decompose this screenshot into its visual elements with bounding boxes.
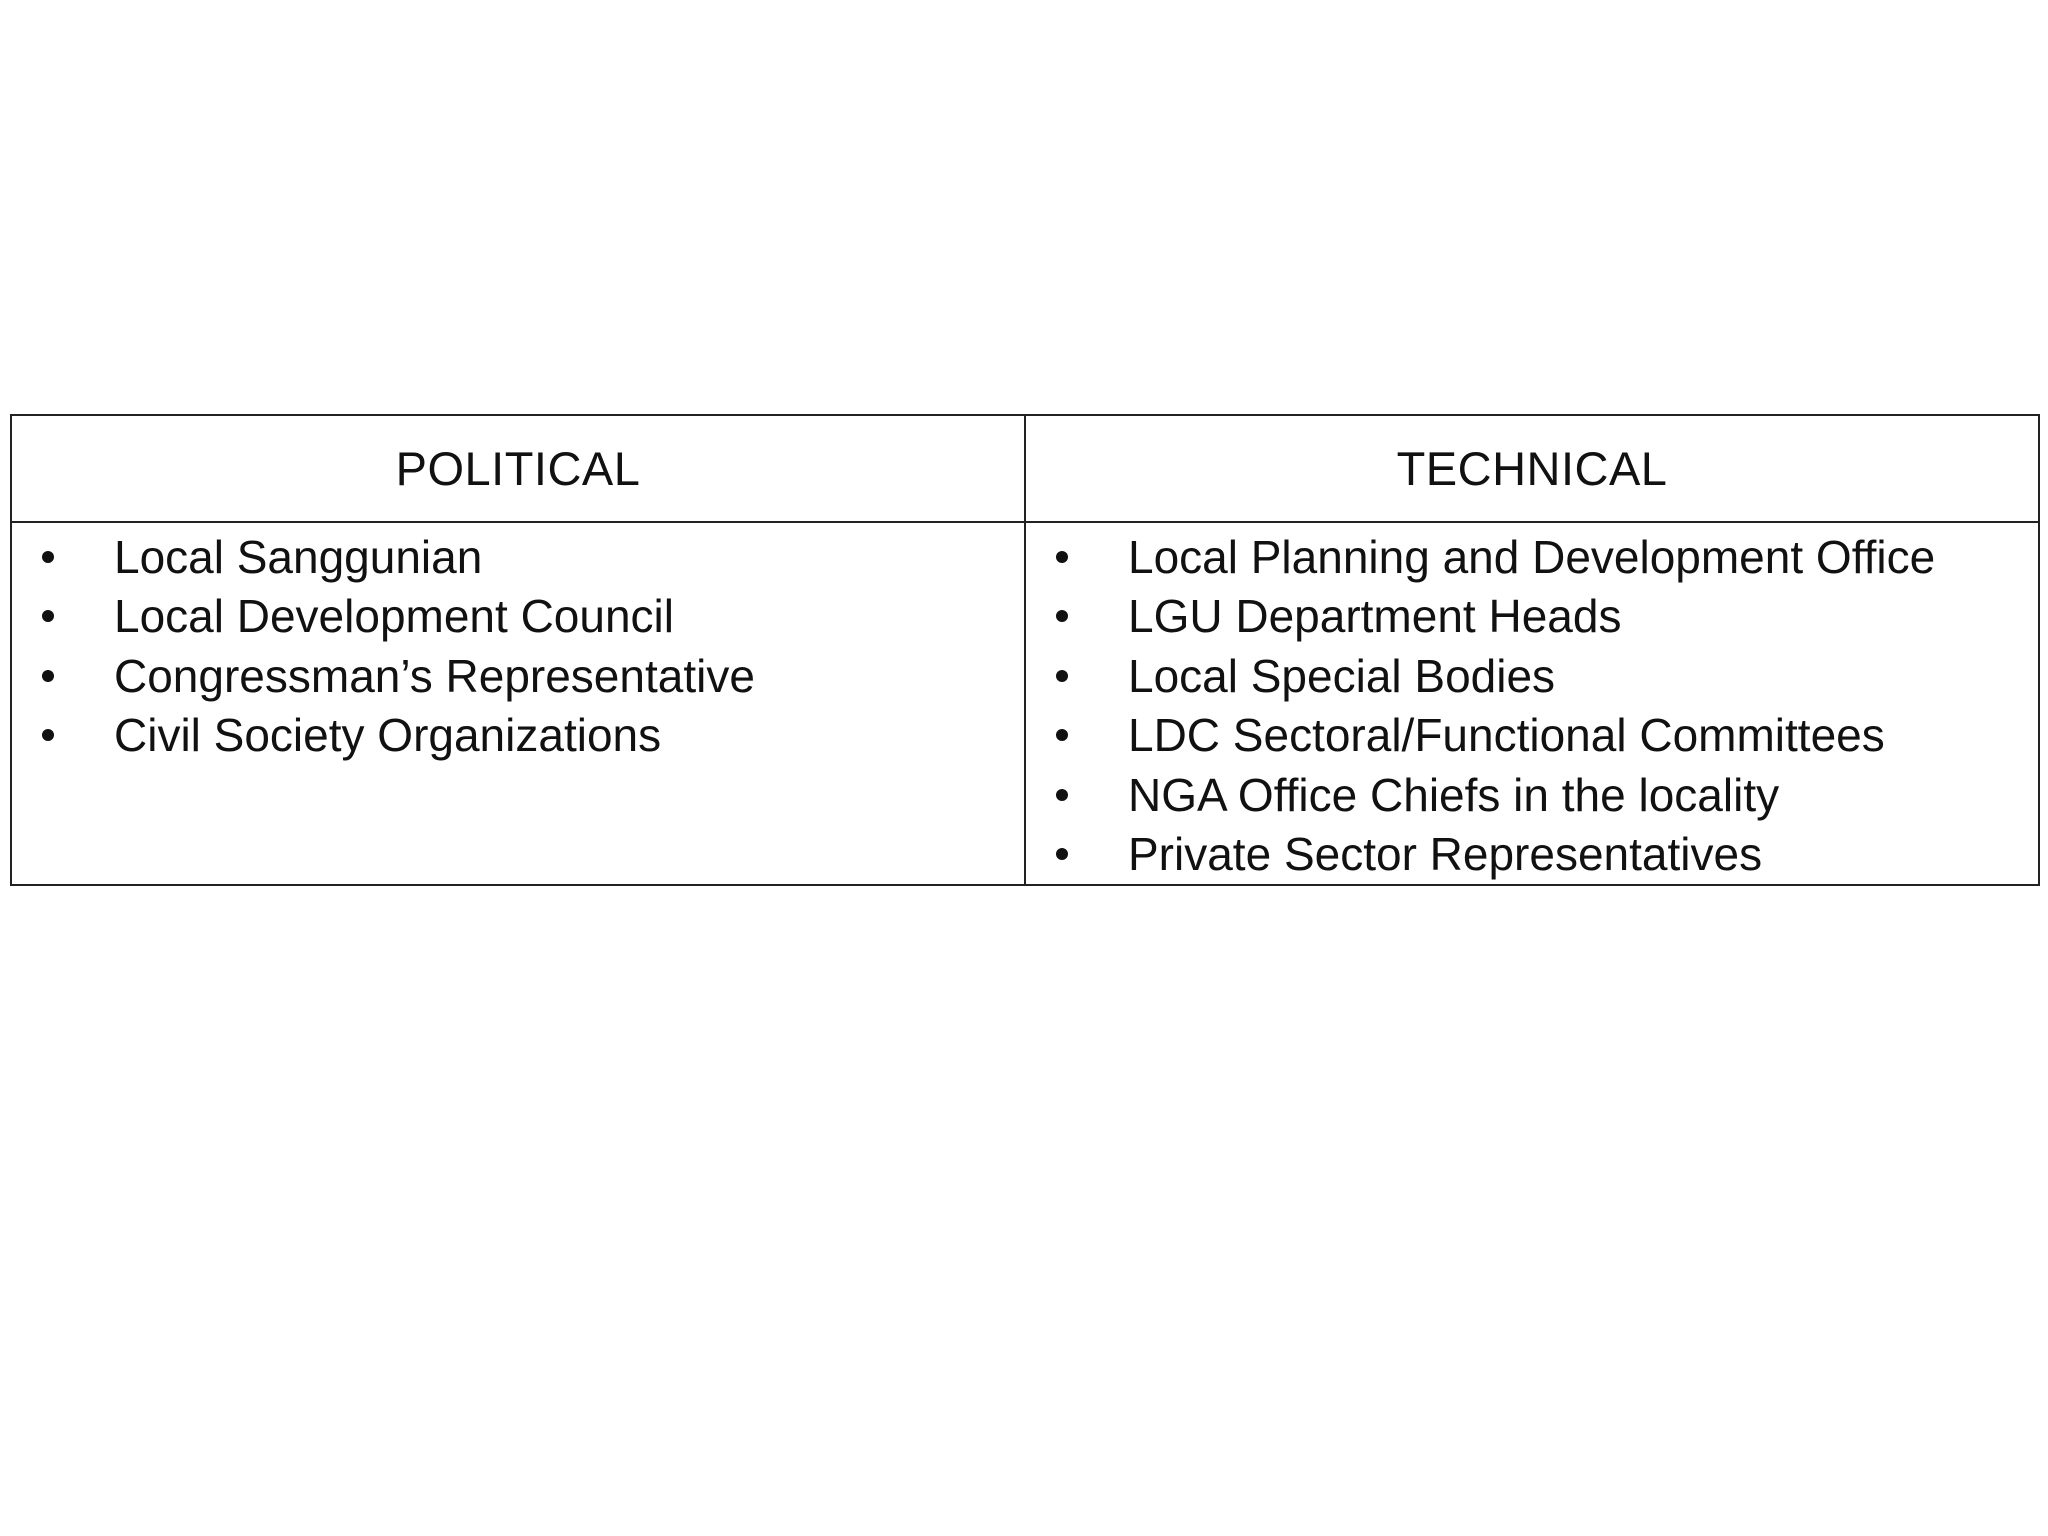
list-item-text: LGU Department Heads xyxy=(1128,590,1622,643)
list-item-text: Local Sanggunian xyxy=(114,530,483,583)
bullet-icon xyxy=(42,670,54,682)
list-item xyxy=(12,587,1024,647)
bullet-icon xyxy=(42,729,54,741)
list-item-text: Local Development Council xyxy=(114,590,674,643)
political-header: POLITICAL xyxy=(395,442,641,495)
technical-list xyxy=(1026,527,2038,884)
bullet-icon xyxy=(42,610,54,622)
list-item-text: Civil Society Organizations xyxy=(114,709,662,762)
list-item-text: Congressman’s Representative xyxy=(114,649,755,702)
list-item xyxy=(12,527,1024,587)
list-item xyxy=(1026,587,2038,647)
list-item xyxy=(1026,527,2038,587)
bullet-icon xyxy=(1056,670,1068,682)
bullet-icon xyxy=(1056,551,1068,563)
bullet-icon xyxy=(42,551,54,563)
political-list xyxy=(12,527,1024,765)
technical-header: TECHNICAL xyxy=(1024,416,2038,521)
political-cell xyxy=(12,523,1024,884)
list-item xyxy=(12,646,1024,706)
list-item-text: LDC Sectoral/Functional Committees xyxy=(1128,709,1885,762)
list-item xyxy=(1026,706,2038,766)
list-item-text: Private Sector Representatives xyxy=(1128,828,1763,881)
comparison-table xyxy=(10,414,2040,886)
bullet-icon xyxy=(1056,848,1068,860)
table-header-row xyxy=(12,416,2038,523)
technical-cell xyxy=(1024,523,2038,884)
bullet-icon xyxy=(1056,729,1068,741)
list-item-text: NGA Office Chiefs in the locality xyxy=(1128,768,1780,821)
list-item xyxy=(1026,765,2038,825)
list-item xyxy=(1026,825,2038,885)
bullet-icon xyxy=(1056,610,1068,622)
list-item xyxy=(12,706,1024,766)
list-item xyxy=(1026,646,2038,706)
list-item-text: Local Special Bodies xyxy=(1128,649,1556,702)
list-item-text: Local Planning and Development Office xyxy=(1128,530,1936,583)
bullet-icon xyxy=(1056,789,1068,801)
table-body-row xyxy=(12,523,2038,884)
